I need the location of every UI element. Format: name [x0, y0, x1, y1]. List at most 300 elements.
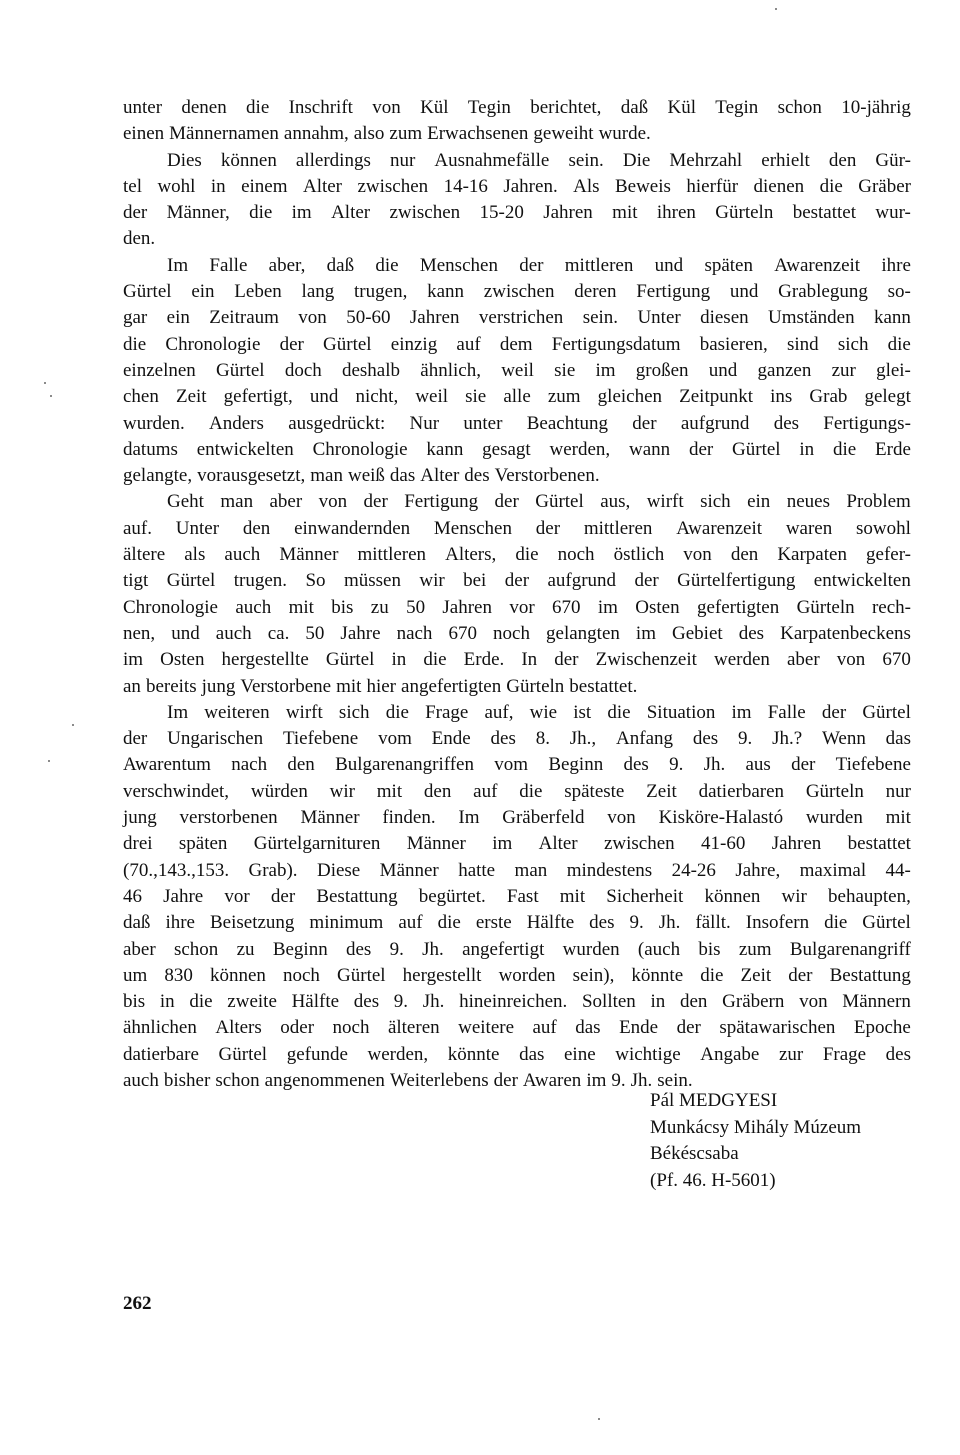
word: verstrichen [478, 307, 564, 329]
word: jung [123, 807, 157, 829]
word: die [246, 97, 270, 118]
word: hier [366, 675, 397, 697]
author-signature-block [650, 1088, 861, 1194]
word: der [123, 728, 148, 750]
word: Beginn [272, 938, 328, 960]
word: neues [786, 491, 830, 513]
word: 50-60 [346, 307, 391, 329]
word: Frage [425, 701, 469, 723]
text-line [123, 489, 911, 515]
word: Awarentum [123, 754, 211, 776]
word: Problem [846, 491, 911, 513]
word: und [654, 254, 684, 276]
word: Gräbern [722, 991, 785, 1013]
word: die [833, 438, 857, 460]
word: um [123, 964, 148, 986]
word: wohl [157, 175, 196, 197]
word: ähnlichen [123, 1017, 197, 1039]
word: Erde [875, 438, 911, 460]
text-line [123, 279, 911, 305]
word: nicht, [355, 386, 399, 408]
word: Gräber [858, 175, 911, 197]
word: Jh. [422, 991, 445, 1013]
word: die [700, 964, 724, 986]
word: und [171, 622, 200, 644]
word: Awarenzeit [774, 254, 861, 276]
text-line [123, 437, 911, 463]
text-line [123, 332, 911, 358]
word: Grab [809, 386, 848, 408]
author-postal-address: (Pf. 46. H-5601) [650, 1169, 776, 1191]
word: aus [745, 754, 771, 776]
word: des [589, 912, 615, 934]
word: das [575, 1017, 601, 1039]
word: einem [241, 175, 288, 197]
word: gleichen [597, 386, 663, 408]
word: erhielt [761, 149, 810, 171]
article-body [123, 95, 911, 1094]
word: Kisköre-Halastó [658, 807, 784, 829]
word: wirft [646, 491, 684, 513]
word: sein. [568, 149, 604, 171]
word: einen [123, 123, 165, 145]
word: der [788, 964, 813, 986]
word: entwickelten [196, 438, 294, 460]
word: von [836, 649, 866, 671]
word: Situation [646, 701, 716, 723]
word: auf [473, 780, 498, 802]
word: man [220, 491, 254, 513]
text-line [123, 463, 911, 489]
word: Unter [175, 517, 220, 539]
word: sowohl [856, 517, 911, 539]
word: Grab). [248, 859, 298, 881]
word: Fertigung [636, 281, 711, 303]
word: des [623, 754, 649, 776]
word: 9. [393, 991, 409, 1013]
word: Im [167, 254, 189, 276]
word: 670 [552, 596, 581, 618]
text-line [123, 779, 911, 805]
word: weil [501, 359, 534, 381]
word: annahm, [283, 123, 349, 145]
word: Im [167, 701, 189, 723]
word: (70.,143.,153. [123, 859, 230, 881]
word: Wenn [821, 728, 866, 750]
word: Gräberfeld [502, 807, 585, 829]
word: wann [629, 438, 671, 460]
word: auf, [484, 701, 514, 723]
word: zum [547, 386, 581, 408]
word: Jh., [569, 728, 597, 750]
word: Gürtelgarnituren [253, 833, 381, 855]
word: Jh. [658, 912, 681, 934]
word: wurden. [123, 412, 185, 434]
word: Mehrzahl [669, 149, 743, 171]
word: der [519, 254, 544, 276]
word: Jahren [409, 307, 460, 329]
word: Verstorbenen. [494, 465, 600, 487]
word: auf. [123, 517, 153, 539]
word: die [819, 175, 843, 197]
word: man [514, 859, 548, 881]
word: weiß [347, 465, 385, 487]
word: Osten [635, 596, 680, 618]
word: Unter [637, 307, 681, 329]
word: angefertigt [462, 938, 545, 960]
word: der [554, 649, 579, 671]
word: Epoche [853, 1017, 911, 1039]
word: angefertigten [401, 675, 502, 697]
word: Leben [234, 281, 282, 303]
word: Insofern [745, 912, 810, 934]
word: der [493, 1069, 518, 1091]
word: gelangte, [123, 465, 193, 487]
word: Gebiet [672, 622, 723, 644]
word: verschwindet, [123, 780, 230, 802]
word: ein [166, 307, 190, 329]
word: Ende [431, 728, 471, 750]
word: 15-20 [479, 202, 524, 224]
word: Frage [822, 1043, 867, 1065]
word: aber [786, 649, 820, 671]
word: aber, [268, 254, 306, 276]
word: datierbare [123, 1043, 199, 1065]
word: Beisetzung [209, 912, 295, 934]
word: bestattet. [569, 675, 638, 697]
word: späteste [564, 780, 625, 802]
word: Gürtel [323, 333, 372, 355]
word: gelangten [546, 622, 620, 644]
word: 670 [882, 649, 911, 671]
word: der [494, 491, 519, 513]
word: sich [700, 491, 731, 513]
word: den [730, 544, 759, 566]
word: Hälfte [526, 912, 575, 934]
word: einzelnen [123, 359, 196, 381]
word: die [189, 991, 213, 1013]
word: der [270, 885, 296, 907]
word: So [305, 570, 326, 592]
word: bestattet [792, 202, 856, 224]
word: des [464, 465, 490, 487]
word: des [490, 728, 516, 750]
word: Bestattung [829, 964, 911, 986]
word: Bulgarenangriffen [335, 754, 474, 776]
word: zwischen [357, 175, 429, 197]
word: könnte [447, 1043, 500, 1065]
text-line [123, 411, 911, 437]
word: Männer [379, 859, 439, 881]
word: Chronologie [123, 596, 218, 618]
word: späten [178, 833, 228, 855]
word: von [683, 544, 712, 566]
word: drei [123, 833, 153, 855]
word: bis [698, 938, 721, 960]
word: Beginn [548, 754, 604, 776]
word: Zeit [646, 780, 677, 802]
word: 670 [448, 622, 477, 644]
word: östlich [613, 544, 665, 566]
word: des [738, 622, 765, 644]
word: ein [191, 281, 215, 303]
word: die [887, 333, 911, 355]
word: späten [704, 254, 753, 276]
word: 50 [406, 596, 426, 618]
word: zwischen [483, 281, 555, 303]
word: Gürtel [123, 281, 172, 303]
word: bis [331, 596, 354, 618]
word: das [885, 728, 911, 750]
word: in [650, 991, 666, 1013]
word: Kül [420, 97, 449, 118]
word: geweiht [533, 123, 594, 145]
word: von [799, 991, 828, 1013]
word: und [309, 386, 339, 408]
word: würden [250, 780, 308, 802]
word: diesen [700, 307, 749, 329]
word: in [210, 175, 226, 197]
word: in [799, 438, 815, 460]
word: Tegin [467, 97, 511, 118]
word: berichtet, [530, 97, 602, 118]
word: von [318, 491, 348, 513]
word: Fertigungs- [823, 412, 911, 434]
word: im [595, 359, 616, 381]
word: 8. [535, 728, 550, 750]
word: eine [563, 1043, 596, 1065]
word: Karpaten [777, 544, 847, 566]
text-line [123, 121, 911, 147]
text-line [123, 805, 911, 831]
author-name: Pál MEDGYESI [650, 1090, 778, 1111]
word: zwischen [389, 202, 461, 224]
word: wurden [562, 938, 620, 960]
word: Tiefebene [282, 728, 359, 750]
word: unter [123, 97, 163, 118]
word: Alter [302, 175, 343, 197]
text-line [123, 621, 911, 647]
word: von [372, 97, 401, 118]
word: vom [494, 754, 529, 776]
word: Bestattung [316, 885, 398, 907]
word: zum [738, 938, 772, 960]
word: Beachtung [526, 412, 608, 434]
text-line [123, 95, 911, 121]
word: zur [831, 359, 856, 381]
word: weiteren [204, 701, 270, 723]
word: gar [123, 307, 148, 329]
author-city: Békéscsaba [650, 1143, 739, 1164]
word: so- [887, 281, 911, 303]
word: Erwachsenen [427, 123, 529, 145]
word: die [437, 912, 461, 934]
word: noch [283, 964, 320, 986]
text-line [123, 831, 911, 857]
word: vor [509, 596, 535, 618]
word: In [521, 649, 538, 671]
word: rech- [871, 596, 911, 618]
word: Bulgarenangriff [789, 938, 911, 960]
word: sein), [572, 964, 615, 986]
word: Männernamen [169, 123, 279, 145]
word: Gürtel [862, 912, 911, 934]
word: mindestens [566, 859, 653, 881]
word: die [519, 780, 543, 802]
word: zu [370, 596, 389, 618]
word: ca. [267, 622, 290, 644]
word: noch [557, 544, 595, 566]
word: Erde. [463, 649, 505, 671]
word: nen, [123, 622, 156, 644]
text-line [123, 752, 911, 778]
word: den. [123, 228, 156, 250]
word: der [363, 491, 388, 513]
text-line [123, 595, 911, 621]
word: des [353, 991, 380, 1013]
word: Ungarischen [167, 728, 264, 750]
word: ihre [881, 254, 911, 276]
word: deren [574, 281, 617, 303]
word: Jahre [163, 885, 204, 907]
word: mittleren [564, 254, 634, 276]
word: Jahren [543, 202, 593, 224]
word: Gürteln [506, 675, 565, 697]
word: Alter [331, 202, 371, 224]
word: weil [415, 386, 449, 408]
word: Sicherheit [606, 885, 684, 907]
word: Jahre, [735, 859, 781, 881]
word: Anders [209, 412, 264, 434]
word: Gürtelfertigung [677, 570, 796, 592]
word: ähnlich, [420, 359, 481, 381]
word: könnte [631, 964, 684, 986]
word: trugen, [354, 281, 408, 303]
word: 9. [629, 912, 644, 934]
word: des [692, 728, 719, 750]
word: 24-26 [671, 859, 716, 881]
scan-speck [72, 724, 74, 726]
word: hierfür [686, 175, 739, 197]
word: gefer- [866, 544, 911, 566]
word: dem [499, 333, 533, 355]
text-line [123, 674, 911, 700]
word: zum [389, 123, 423, 145]
word: im [635, 622, 656, 644]
word: können [704, 885, 761, 907]
word: tigt [123, 570, 149, 592]
word: oder [280, 1017, 315, 1039]
word: von [298, 307, 327, 329]
word: gefunde [286, 1043, 348, 1065]
word: Menschen [419, 254, 498, 276]
word: bisher [163, 1069, 211, 1091]
word: gefertigt, [223, 386, 293, 408]
word: sich [837, 333, 869, 355]
word: gefertigten [696, 596, 780, 618]
word: Im [458, 807, 480, 829]
word: zu [236, 938, 255, 960]
text-line [123, 910, 911, 936]
word: der [535, 517, 561, 539]
word: und [729, 281, 759, 303]
word: Jh. [703, 754, 726, 776]
word: können [220, 149, 277, 171]
word: daß [326, 254, 355, 276]
word: 9. [737, 728, 753, 750]
word: Falle [209, 254, 248, 276]
word: (auch [637, 938, 681, 960]
word: Karpatenbeckens [780, 622, 911, 644]
word: Weiterlebens [389, 1069, 489, 1091]
word: die [824, 912, 848, 934]
word: die [123, 333, 147, 355]
word: noch [493, 622, 530, 644]
word: zwischen [603, 833, 675, 855]
word: in [159, 991, 175, 1013]
word: hergestellte [221, 649, 309, 671]
word: ganzen [757, 359, 812, 381]
word: im [586, 1069, 607, 1091]
scan-speck [44, 382, 46, 384]
word: Sollten [581, 991, 636, 1013]
text-line [123, 358, 911, 384]
word: behaupten, [828, 885, 911, 907]
word: auf [456, 333, 481, 355]
text-line [123, 384, 911, 410]
word: Gürtel [535, 491, 584, 513]
word: dienen [753, 175, 805, 197]
word: im [731, 701, 752, 723]
word: Männer [279, 544, 339, 566]
word: Diese [316, 859, 361, 881]
word: 46 [123, 885, 142, 907]
word: und [708, 359, 738, 381]
word: der [279, 333, 304, 355]
word: ihre [165, 912, 195, 934]
word: die [249, 202, 273, 224]
word: die [385, 701, 409, 723]
word: Tiefebene [835, 754, 911, 776]
word: Inschrift [288, 97, 353, 118]
word: datums [123, 438, 178, 460]
word: vom [378, 728, 412, 750]
word: den [828, 149, 857, 171]
word: mittleren [583, 517, 653, 539]
word: Tegin [715, 97, 759, 118]
word: Jh. [422, 938, 444, 960]
word: tel [123, 175, 142, 197]
word: Gürteln [796, 596, 855, 618]
word: Gürtel [218, 1043, 268, 1065]
word: nach [231, 754, 268, 776]
word: Gürtel [862, 701, 911, 723]
word: Nur [409, 412, 440, 434]
word: entwickelten [813, 570, 911, 592]
text-line [123, 568, 911, 594]
word: Jh.? [772, 728, 803, 750]
word: Fertigung [404, 491, 479, 513]
word: sie [465, 386, 487, 408]
page-number: 262 [123, 1293, 152, 1314]
word: Jahren. [503, 175, 558, 197]
word: waren [785, 517, 833, 539]
word: des [885, 1043, 911, 1065]
word: ist [573, 701, 592, 723]
word: Awaren [522, 1069, 582, 1091]
word: zur [778, 1043, 804, 1065]
word: Umständen [768, 307, 855, 329]
